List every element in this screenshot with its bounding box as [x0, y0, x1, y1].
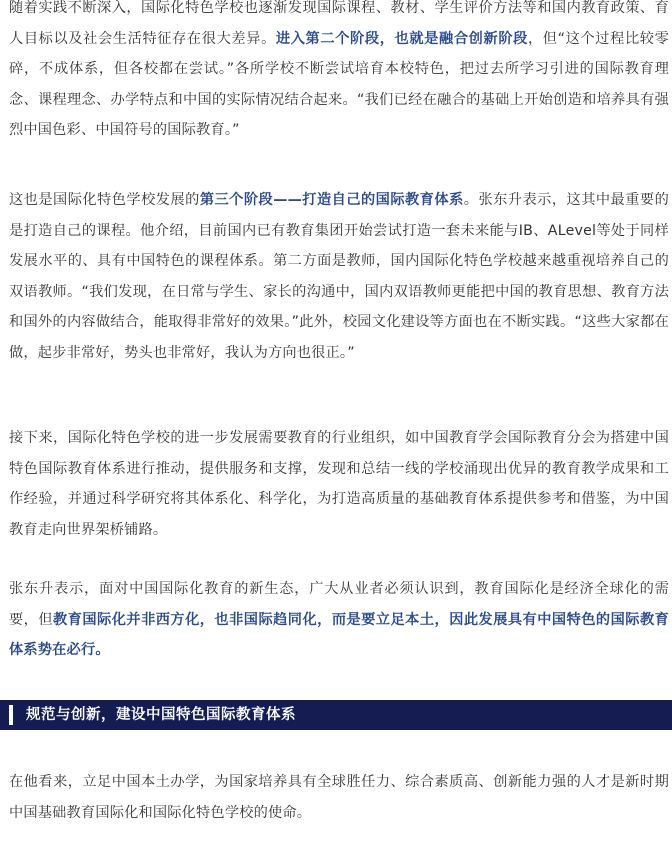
paragraph-text: 张东升表示，面对中国国际化教育的新生态，广大从业者必须认识到，教育国际化是经济全球化的需要，但 — [9, 581, 669, 628]
highlight-stage-three: 第三个阶段——打造自己的国际教育体系 — [199, 192, 464, 208]
paragraph-localization — [9, 574, 669, 666]
highlight-localization: 教育国际化并非西方化，也非国际趋同化，而是要立足本土，因此发展具有中国特色的国际教育体系势在必行。 — [9, 611, 670, 658]
paragraph-text: 接下来，国际化特色学校的进一步发展需要教育的行业组织，如中国教育学会国际教育分会为搭建中国特色国际教育体系进行推动，提供服务和支撑，发现和总结一线的学校涌现出优异的教育教学成果和工作经验，并通过科学研究将其体系化、科学化，为打造高质量的基础教育体系提供参考和借鉴，为中国教育走向世界架桥铺路。 — [9, 430, 669, 538]
paragraph-next-steps — [9, 423, 669, 545]
highlight-stage-two: 进入第二个阶段，也就是融合创新阶段 — [275, 30, 528, 47]
section-title: 规范与创新，建设中国特色国际教育体系 — [26, 707, 296, 723]
paragraph-text: 。张东升表示，这其中最重要的是打造自己的课程。他介绍，目前国内已有教育集团开始尝试打造一套未来能与IB、ALevel等处于同样发展水平的、具有中国特色的课程体系。第二方面是教师，国内国际化特色学校越来越重视培养自己的双语教师。“我们发现，在日常与学生、家长的沟通中，国内双语教师更能把中国的教育思想、教育方法和国外的内容做结合，能取得非常好的效果。”此外，校园文化建设等方面也在不断实践。“这些大家都在做，起步非常好，势头也非常好，我认为方向也很正。” — [9, 192, 669, 361]
paragraph-stage-three — [9, 185, 669, 368]
paragraph-text: 这也是国际化特色学校发展的 — [9, 192, 200, 208]
paragraph-text: 在他看来，立足中国本土办学，为国家培养具有全球胜任力、综合素质高、创新能力强的人才是新时期中国基础教育国际化和国际化特色学校的使命。 — [9, 774, 669, 821]
paragraph-stage-two — [9, 0, 669, 146]
paragraph-closing — [9, 767, 669, 828]
section-accent-bar — [9, 705, 13, 725]
paragraph-text: ，但“这个过程比较零碎，不成体系，但各校都在尝试。”各所学校不断尝试培育本校特色，把过去所学习引进的国际教育理念、课程理念、办学特点和中国的实际情况结合起来。“我们已经在融合的基础上开始创造和培养具有强烈中国色彩、中国符号的国际教育。” — [9, 30, 669, 138]
paragraph-text: 随着实践不断深入，国际化特色学校也逐渐发现国际课程、教材、学生评价方法等和国内教育政策、育人目标以及社会生活特征存在很大差异。 — [9, 0, 669, 47]
section-header — [0, 700, 672, 730]
